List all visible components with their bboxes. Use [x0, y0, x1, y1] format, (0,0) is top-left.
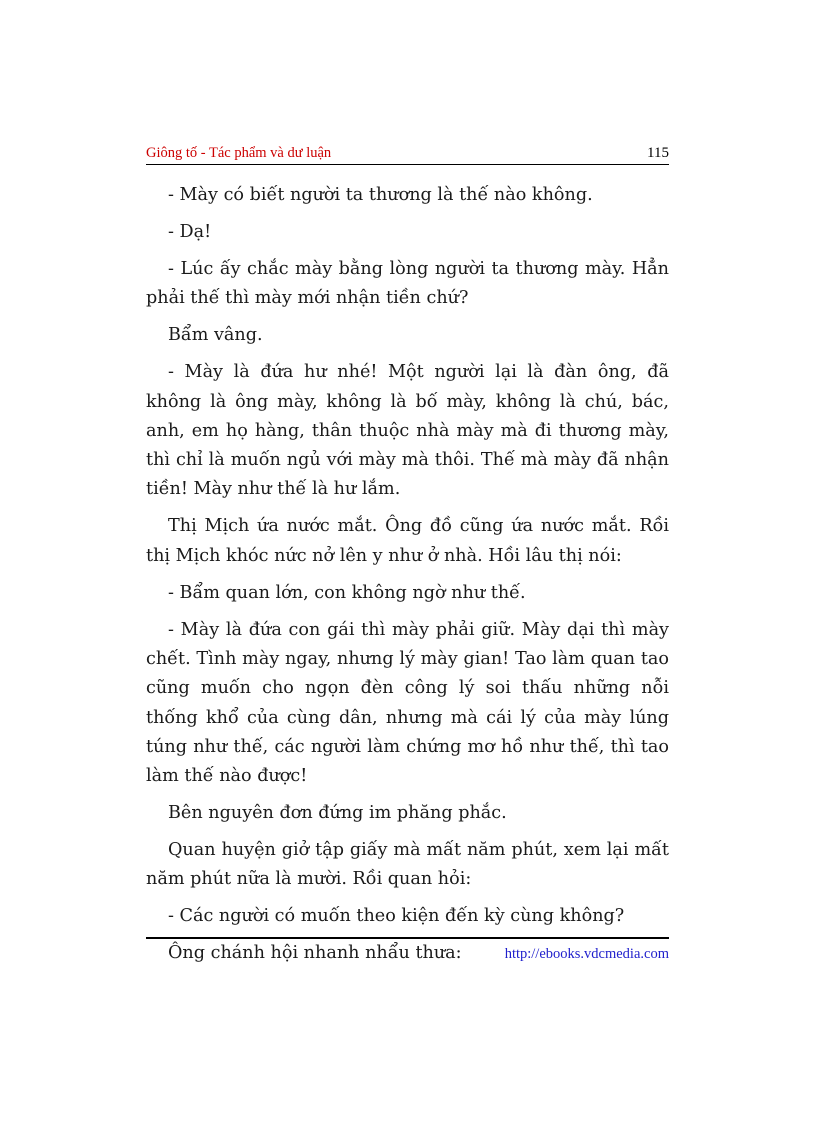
paragraph: Ông chánh hội nhanh nhẩu thưa: — [168, 943, 462, 964]
header-title: Giông tố - Tác phẩm và dư luận — [146, 145, 332, 161]
paragraph: - Bẩm quan lớn, con không ngờ như thế. — [168, 582, 526, 603]
footer-divider — [146, 937, 669, 939]
footer-link[interactable]: http://ebooks.vdcmedia.com — [504, 946, 669, 962]
paragraph: Quan huyện giở tập giấy mà mất năm phút, xem lại mất năm phút nữa là mười. Rồi quan hỏi: — [146, 840, 669, 890]
paragraph: Thị Mịch ứa nước mắt. Ông đồ cũng ứa nước mắt. Rồi thị Mịch khóc nức nở lên y như ở nhà. Hồi lâu thị nói: — [146, 516, 669, 566]
body-text — [146, 181, 669, 976]
paragraph: - Mày là đứa hư nhé! Một người lại là đàn ông, đã không là ông mày, không là bố mày, không là chú, bác, anh, em họ hàng, thân thuộc nhà mày mà đi thương mày, thì chỉ là muốn ngủ với mày mà thôi. Thế mà mày đã nhận tiền! Mày như thế là hư lắm. — [146, 362, 669, 500]
page-number: 115 — [647, 145, 669, 161]
paragraph: - Lúc ấy chắc mày bằng lòng người ta thương mày. Hẳn phải thế thì mày mới nhận tiền chứ? — [146, 258, 669, 309]
page-header — [146, 142, 669, 165]
paragraph: - Mày là đứa con gái thì mày phải giữ. Mày dại thì mày chết. Tình mày ngay, nhưng lý mày gian! Tao làm quan tao cũng muốn cho ngọn đèn công lý soi thấu những nỗi thống khổ của cùng dân, nhưng mà cái lý của mày lúng túng như thế, các người làm chứng mơ hồ như thế, thì tao làm thế nào được! — [146, 619, 669, 787]
paragraph: Bên nguyên đơn đứng im phăng phắc. — [168, 803, 507, 824]
paragraph: Bẩm vâng. — [168, 325, 263, 346]
paragraph: - Dạ! — [168, 221, 212, 242]
paragraph: - Mày có biết người ta thương là thế nào không. — [168, 185, 593, 205]
paragraph: - Các người có muốn theo kiện đến kỳ cùng không? — [168, 906, 625, 927]
